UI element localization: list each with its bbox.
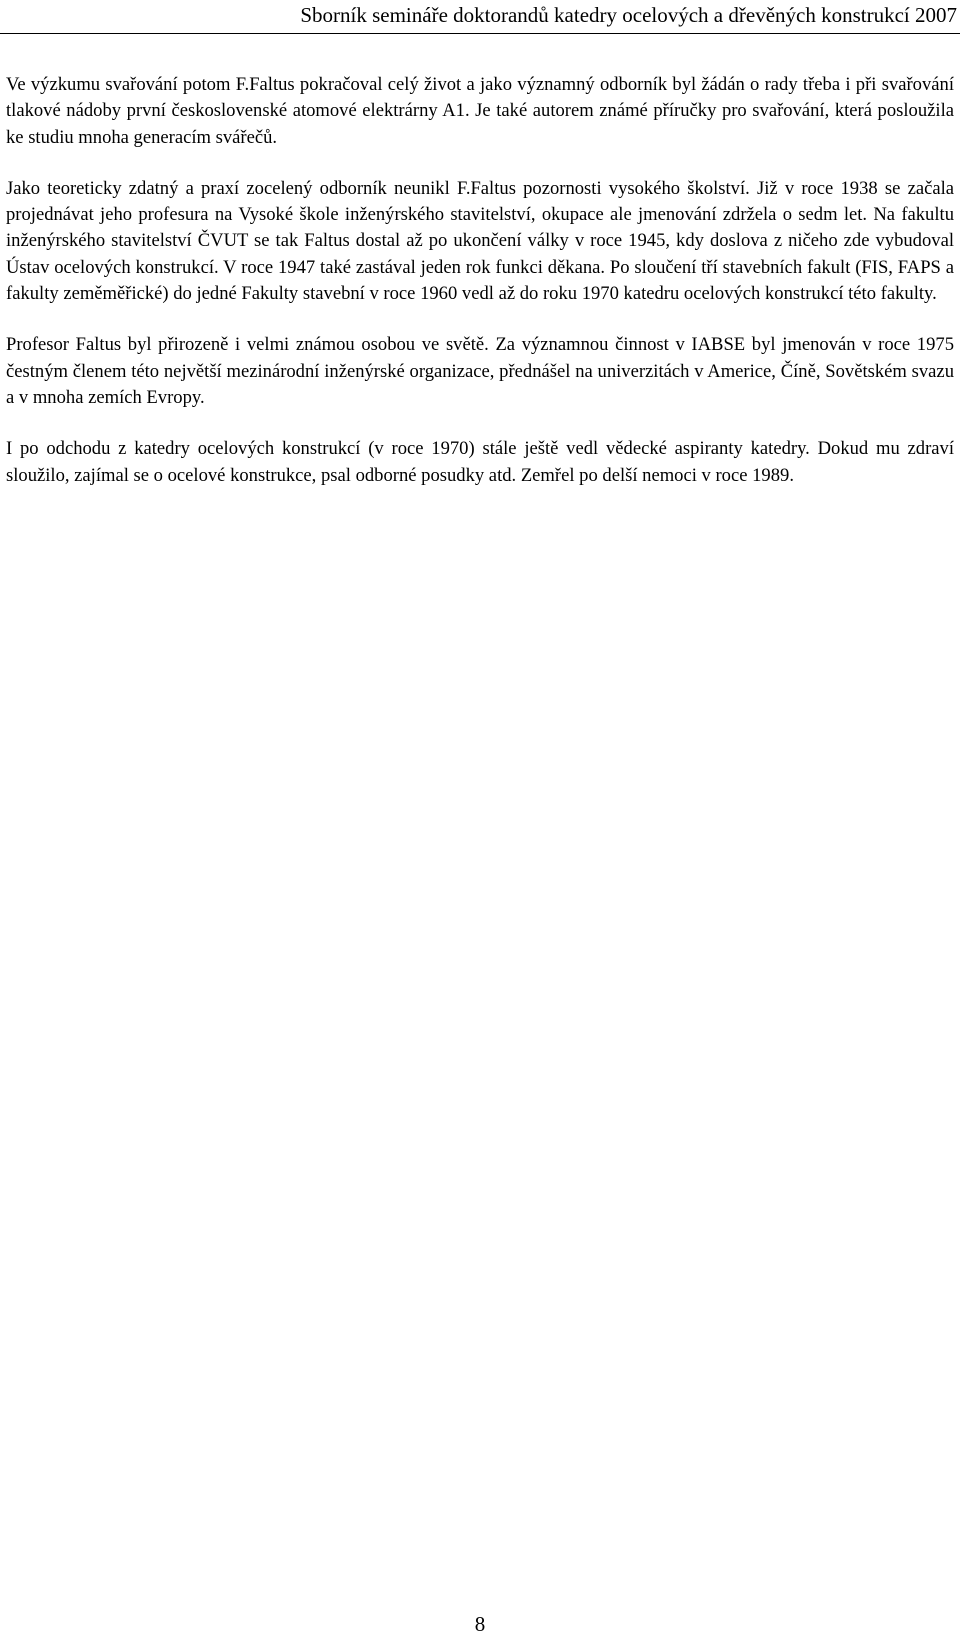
page-number: 8 <box>474 1612 486 1636</box>
paragraph-international-recognition: Profesor Faltus byl přirozeně i velmi známou osobou ve světě. Za významnou činnost v IABSE byl jmenován v roce 1975 čestným členem této největší mezinárodní inženýrské organizace, přednášel na univerzitách v Americe, Číně, Sovětském svazu a v mnoha zemích Evropy. <box>6 334 954 408</box>
paragraph-later-years: I po odchodu z katedry ocelových konstrukcí (v roce 1970) stále ještě vedl vědecké aspiranty katedry. Dokud mu zdraví sloužilo, zajímal se o ocelové konstrukce, psal odborné posudky atd. Zemřel po delší nemoci v roce 1989. <box>6 438 954 486</box>
paragraph-academic-career: Jako teoreticky zdatný a praxí zocelený odborník neunikl F.Faltus pozornosti vysokého školství. Již v roce 1938 se začala projednávat jeho profesura na Vysoké škole inženýrského stavitelství, okupace ale jmenování zdržela o sedm let. Na fakultu inženýrského stavitelství ČVUT se tak Faltus dostal až po ukončení války v roce 1945, kdy doslova z ničeho zde vybudoval Ústav ocelových konstrukcí. V roce 1947 také zastával jeden rok funkci děkana. Po sloučení tří stavebních fakult (FIS, FAPS a fakulty zeměměřické) do jedné Fakulty stavební v roce 1960 vedl až do roku 1970 katedru ocelových konstrukcí této fakulty. <box>6 177 954 305</box>
body-text <box>6 72 954 514</box>
header-rule <box>0 33 960 34</box>
running-header: Sborník semináře doktorandů katedry ocelových a dřevěných konstrukcí 2007 <box>300 3 957 27</box>
paragraph-welding-research: Ve výzkumu svařování potom F.Faltus pokračoval celý život a jako významný odborník byl žádán o rady třeba i při svařování tlakové nádoby první československé atomové elektrárny A1. Je také autorem známé příručky pro svařování, která posloužila ke studiu mnoha generacím svářečů. <box>6 74 954 148</box>
